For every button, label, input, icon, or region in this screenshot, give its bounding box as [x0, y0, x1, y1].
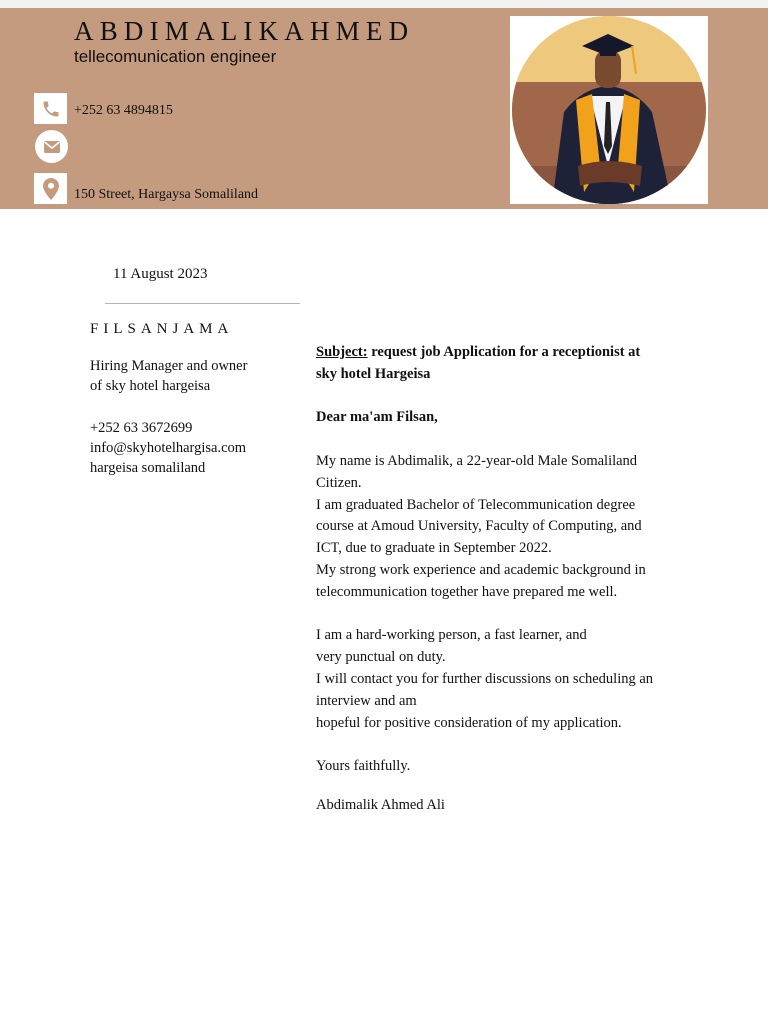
profile-photo [512, 16, 706, 204]
recipient-location: hargeisa somaliland [90, 460, 206, 476]
salutation: Dear ma'am Filsan, [316, 409, 438, 426]
recipient-email: info@skyhotelhargisa.com [90, 440, 247, 456]
body-line: My name is Abdimalik, a 22-year-old Male Somaliland [316, 452, 638, 469]
body-line: ICT, due to graduate in September 2022. [316, 540, 552, 557]
body-line: very punctual on duty. [316, 649, 446, 666]
subject-label: Subject: [316, 344, 368, 360]
phone-icon [34, 93, 67, 124]
body-line: telecommunication together have prepared me well. [316, 583, 618, 600]
email-icon [35, 130, 68, 163]
date-divider [105, 303, 300, 304]
body-line: Citizen. [316, 474, 362, 491]
profile-photo-frame [510, 16, 708, 204]
subject-line [316, 342, 716, 364]
subject-text: request job Application for a receptionist at [367, 344, 641, 360]
body-line: I am graduated Bachelor of Telecommunication degree [316, 496, 636, 513]
recipient-name: FILSANJAMA [90, 321, 234, 337]
closing: Yours faithfully. [316, 758, 411, 775]
body-line: I am a hard-working person, a fast learner, and [316, 627, 587, 644]
body-line: I will contact you for further discussions on scheduling an [316, 670, 654, 687]
recipient-title-line1: Hiring Manager and owner [90, 358, 248, 374]
location-pin-icon [34, 173, 67, 204]
signature: Abdimalik Ahmed Ali [316, 796, 445, 813]
applicant-title: tellecomunication engineer [74, 47, 277, 66]
letter-date: 11 August 2023 [113, 266, 208, 282]
letter-body [316, 342, 716, 817]
applicant-phone: +252 63 4894815 [74, 103, 173, 118]
recipient-title-line2: of sky hotel hargeisa [90, 378, 211, 394]
top-strip [0, 0, 768, 8]
body-line: My strong work experience and academic background in [316, 561, 646, 578]
body-line: interview and am [316, 692, 417, 709]
applicant-address: 150 Street, Hargaysa Somaliland [74, 187, 259, 202]
applicant-name: ABDIMALIKAHMED [74, 16, 415, 46]
recipient-phone: +252 63 3672699 [90, 420, 193, 436]
body-line: hopeful for positive consideration of my application. [316, 714, 622, 731]
body-line: course at Amoud University, Faculty of Computing, and [316, 518, 642, 535]
subject-line-2: sky hotel Hargeisa [316, 365, 431, 382]
